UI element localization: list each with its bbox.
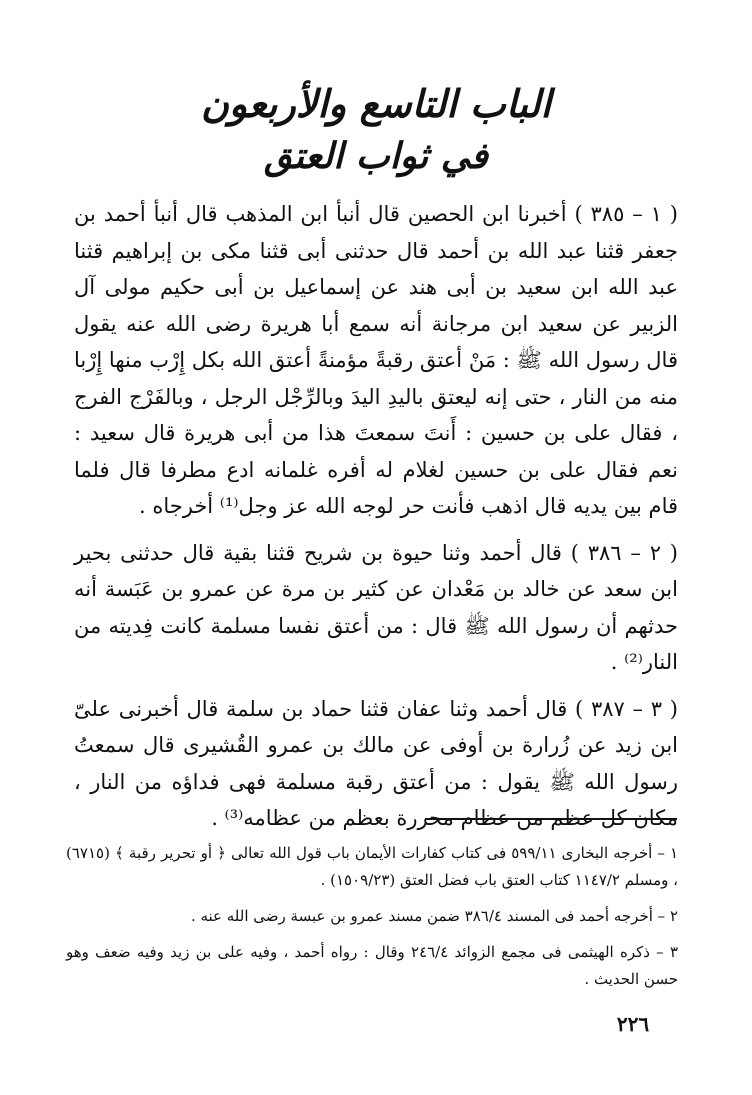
chapter-title: الباب التاسع والأربعون	[200, 81, 552, 126]
footnote-divider	[425, 818, 677, 820]
footnote: ١ – أخرجه البخارى ٥٩٩/١١ فى كتاب كفارات الأيمان باب قول الله تعالى ﴿ أو تحرير رقبة ﴾ (٦٧١٥) ، ومسلم ١١٤٧/٢ كتاب العتق باب فضل العتق (١٥٠٩/٢٣) .	[66, 844, 679, 889]
main-text	[74, 196, 678, 847]
footnote: ٢ – أخرجه أحمد فى المسند ٣٨٦/٤ ضمن مسند عمرو بن عبسة رضى الله عنه .	[190, 907, 678, 925]
hadith-paragraph: ( ٣ – ٣٨٧ ) قال أحمد وثنا عفان قثنا حماد بن سلمة قال أخبرنى علىّ ابن زيد عن زُرارة بن أوفى عن مالك بن عمرو القُشيرى قال سمعتُ رسول الله ﷺ يقول : من أعتق رقبة مسلمة فهى فداؤه من النار ، مكان كل عظم من عظام محررة بعظم من عظامه⁽³⁾ .	[74, 696, 678, 830]
hadith-paragraph: ( ٢ – ٣٨٦ ) قال أحمد وثنا حيوة بن شريح قثنا بقية قال حدثنى بحير ابن سعد عن خالد بن مَعْدان عن كثير بن مرة عن عمرو بن عَبَسة أنه حدثهم أن رسول الله ﷺ قال : من أعتق نفسا مسلمة كانت فِديته من النار⁽²⁾ .	[74, 540, 678, 674]
chapter-subtitle: في ثواب العتق	[263, 135, 488, 177]
page-number: ٢٢٦	[616, 1012, 650, 1036]
footnote: ٣ – ذكره الهيثمى فى مجمع الزوائد ٢٤٦/٤ وقال : رواه أحمد ، وفيه على بن زيد وفيه ضعف وهو حسن الحديث .	[66, 943, 678, 988]
hadith-paragraph: ( ١ – ٣٨٥ ) أخبرنا ابن الحصين قال أنبأ ابن المذهب قال أنبأ أحمد بن جعفر قثنا عبد الله بن أحمد قال حدثنى أبى قثنا مكى بن إبراهيم قثنا عبد الله ابن سعيد بن أبى هند عن إسماعيل بن أبى حكيم مولى آل الزبير عن سعيد ابن مرجانة أنه سمع أبا هريرة رضى الله عنه يقول قال رسول الله ﷺ : مَنْ أعتق رقبةً مؤمنةً أعتق الله بكل إِرْب منها إِرْبا منه من النار ، حتى إنه ليعتق باليدِ اليدَ وبالرِّجْل الرجل ، وبالفَرْج الفرج ، فقال على بن حسين : أَنتَ سمعتَ هذا من أبى هريرة قال سعيد : نعم فقال على بن حسين لغلام له أفره غلمانه ادع مطرفا قال فلما قام بين يديه قال اذهب فأنت حر لوجه الله عز وجل⁽¹⁾ أخرجاه .	[74, 202, 678, 518]
footnotes	[66, 840, 678, 1002]
